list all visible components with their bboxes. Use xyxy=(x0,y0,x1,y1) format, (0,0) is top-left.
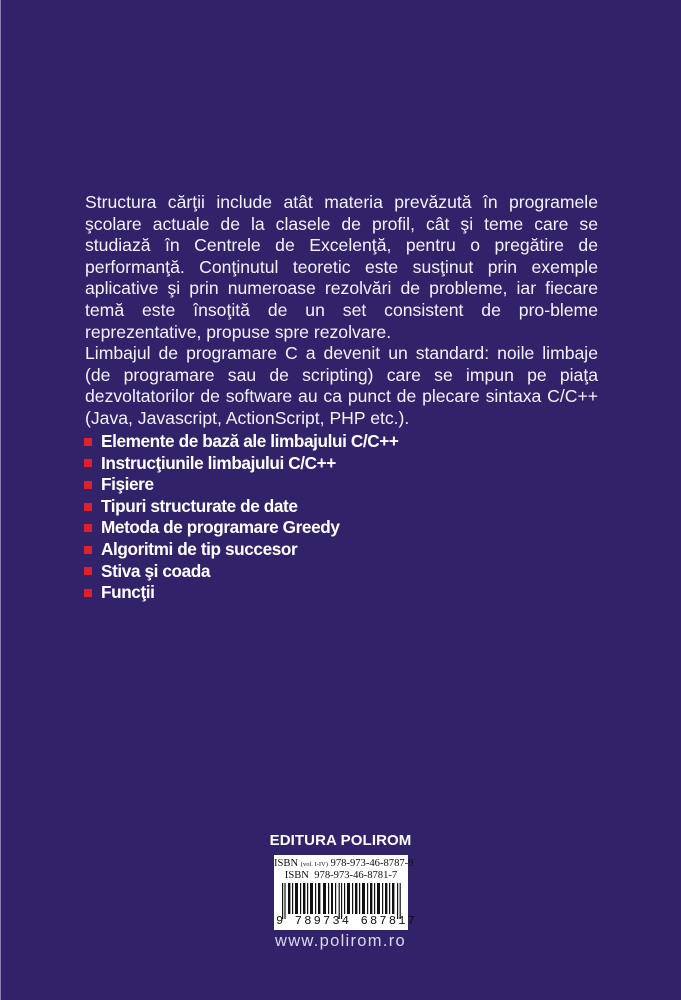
topic-label: Tipuri structurate de date xyxy=(101,495,298,516)
topic-label: Metoda de programare Greedy xyxy=(101,517,340,538)
list-item xyxy=(84,539,399,561)
topics-list xyxy=(84,431,399,604)
topic-label: Algoritmi de tip succesor xyxy=(101,538,298,559)
list-item xyxy=(84,431,399,453)
isbn-set-value: 978-973-46-8787-9 xyxy=(330,858,414,869)
description-paragraph-1: Structura cărţii include atât materia prevăzută în programele şcolare actuale de la clasele de profil, cât şi teme care se studiază în Centrele de Excelenţă, pentru o pregătire de performanţă. Conţinutul teoretic este susţinut prin exemple aplicative şi prin numeroase rezolvări de probleme, iar fiecare temă este însoţită de un set consistent de pro-bleme reprezentative, propuse spre rezolvare. xyxy=(85,192,598,342)
isbn-volume-line: ISBN 978-973-46-8781-7 xyxy=(284,870,398,881)
list-item xyxy=(84,496,399,518)
page-edge xyxy=(0,0,1,1000)
topic-label: Instrucţiunile limbajului C/C++ xyxy=(101,452,336,473)
isbn-set-note: (vol. I-IV) xyxy=(300,861,328,868)
square-bullet-icon xyxy=(84,589,92,597)
list-item xyxy=(84,561,399,583)
topic-label: Funcţii xyxy=(101,582,155,603)
square-bullet-icon xyxy=(84,503,92,511)
book-description xyxy=(85,192,598,430)
list-item xyxy=(84,517,399,539)
list-item xyxy=(84,582,399,604)
square-bullet-icon xyxy=(84,567,92,575)
publisher-name: EDITURA POLIROM xyxy=(269,832,412,849)
isbn-set-prefix: ISBN xyxy=(274,858,299,869)
isbn-set-line xyxy=(274,858,414,870)
description-paragraph-2: Limbajul de programare C a devenit un standard: noile limbaje (de programare sau de scripting) care se impun pe piaţa dezvoltatorilor de software au ca punct de plecare sintaxa C/C++ (Java, Javascript, ActionScript, PHP etc.). xyxy=(85,343,598,428)
square-bullet-icon xyxy=(84,459,92,467)
square-bullet-icon xyxy=(84,481,92,489)
publisher-website: www.polirom.ro xyxy=(275,932,406,950)
list-item xyxy=(84,453,399,475)
isbn-barcode-box xyxy=(274,855,418,930)
topic-label: Fişiere xyxy=(101,474,154,495)
topic-label: Elemente de bază ale limbajului C/C++ xyxy=(101,431,399,451)
barcode-digits: 9 789734 687817 xyxy=(276,914,418,928)
topic-label: Stiva şi coada xyxy=(101,560,211,581)
square-bullet-icon xyxy=(84,438,92,446)
list-item xyxy=(84,474,399,496)
square-bullet-icon xyxy=(84,546,92,554)
square-bullet-icon xyxy=(84,524,92,532)
